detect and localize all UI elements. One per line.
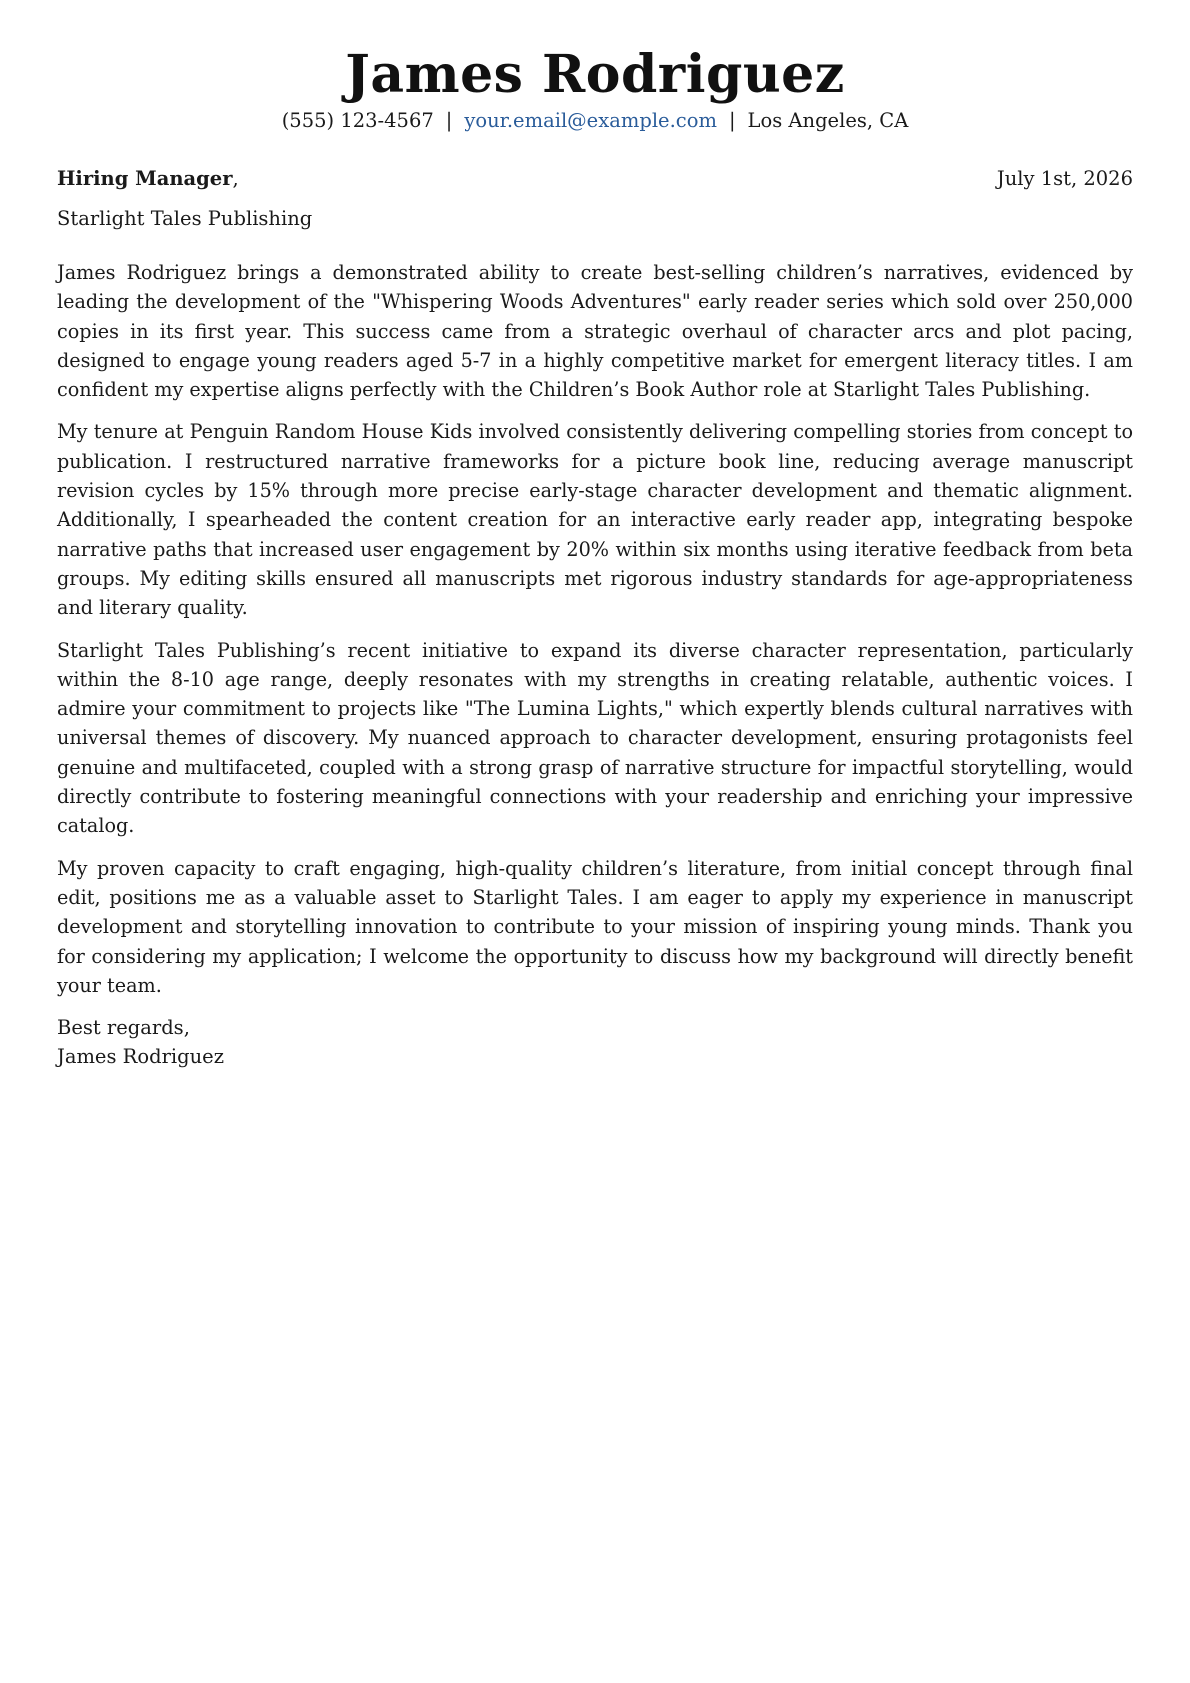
body-paragraph-2: My tenure at Penguin Random House Kids involved consistently delivering compelling stories from concept to publication. I restructured narrative frameworks for a picture book line, reducing average manuscript revision cycles by 15% through more precise early-stage character development and thematic alignment. Additionally, I spearheaded the content creation for an interactive early reader app, integrating bespoke narrative paths that increased user engagement by 20% within six months using iterative feedback from beta groups. My editing skills ensured all manuscripts met rigorous industry standards for age-appropriateness and literary quality. [57,420,1133,620]
contact-line [57,108,1133,134]
letter-closing [57,1013,1133,1071]
phone-number: (555) 123-4567 [281,109,434,132]
letter-date: July 1st, 2026 [996,167,1133,190]
contact-separator: | [445,109,453,132]
letter-body [57,258,1133,1000]
body-paragraph-3: Starlight Tales Publishing’s recent initiative to expand its diverse character representation, particularly within the 8-10 age range, deeply resonates with my strengths in creating relatable, authentic voices. I admire your commitment to projects like "The Lumina Lights," which expertly blends cultural narratives with universal themes of discovery. My nuanced approach to character development, ensuring protagonists feel genuine and multifaceted, coupled with a strong grasp of narrative structure for impactful storytelling, would directly contribute to fostering meaningful connections with your readership and enriching your impressive catalog. [57,638,1133,838]
closing-salutation: Best regards, [57,1016,190,1040]
applicant-name: James Rodriguez [345,44,845,105]
body-paragraph-1: James Rodriguez brings a demonstrated ability to create best-selling children’s narratives, evidenced by leading the development of the "Whispering Woods Adventures" early reader series which sold over 250,000 copies in its first year. This success came from a strategic overhaul of character arcs and plot pacing, designed to engage young readers aged 5-7 in a highly competitive market for emergent literacy titles. I am confident my expertise aligns perfectly with the Children’s Book Author role at Starlight Tales Publishing. [57,261,1133,402]
body-paragraph-4: My proven capacity to craft engaging, high-quality children’s literature, from initial concept through final edit, positions me as a valuable asset to Starlight Tales. I am eager to apply my experience in manuscript development and storytelling innovation to contribute to your mission of inspiring young minds. Thank you for considering my application; I welcome the opportunity to discuss how my background will directly benefit your team. [57,856,1133,997]
contact-separator: | [728,109,736,132]
company-name: Starlight Tales Publishing [57,207,313,230]
recipient-name-suffix: , [232,167,239,190]
recipient-row [57,166,1133,192]
email-link[interactable]: your.email@example.com [464,109,717,132]
recipient-name: Hiring Manager [57,167,233,190]
location: Los Angeles, CA [747,109,909,132]
closing-signature: James Rodriguez [57,1045,224,1069]
recipient-greeting [57,166,239,192]
